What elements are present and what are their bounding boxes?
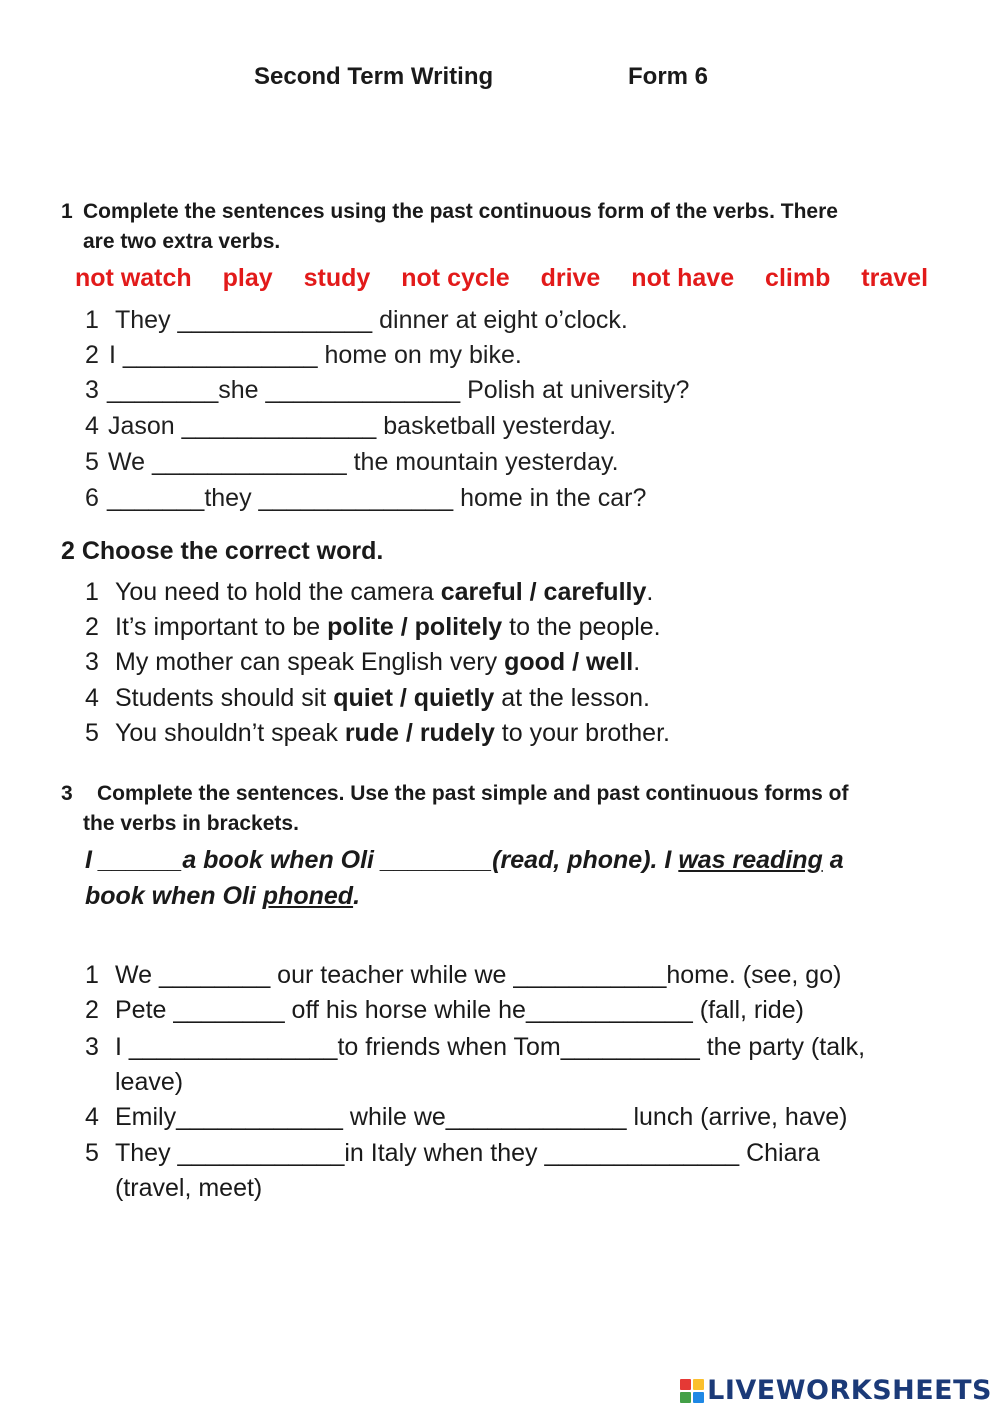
section1-number: 1 bbox=[61, 200, 73, 223]
item-text: I ______________ home on my bike. bbox=[109, 341, 522, 369]
item-text: to the people. bbox=[502, 613, 661, 641]
section2-item bbox=[85, 578, 965, 610]
word-choice: rude / rudely bbox=[344, 719, 495, 747]
example-line2 bbox=[85, 882, 360, 911]
example-line1 bbox=[85, 846, 844, 875]
item-text: They ____________in Italy when they ______________ Chiara bbox=[115, 1139, 820, 1167]
section3-item bbox=[85, 1103, 965, 1135]
item-number: 6 bbox=[85, 484, 99, 512]
logo-text: LIVEWORKSHEETS bbox=[707, 1375, 992, 1406]
word-bank-item: study bbox=[303, 264, 371, 292]
word-bank-item: not cycle bbox=[401, 264, 510, 292]
section3-instruction-line2: the verbs in brackets. bbox=[83, 812, 299, 835]
item-number: 2 bbox=[85, 341, 99, 369]
word-bank-item: not have bbox=[631, 264, 735, 292]
item-number: 3 bbox=[85, 1033, 99, 1061]
example-answer: was reading bbox=[678, 846, 823, 874]
section3-item bbox=[85, 961, 965, 993]
word-choice: quiet / quietly bbox=[333, 684, 495, 712]
item-text: Emily____________ while we_____________ lunch (arrive, have) bbox=[115, 1103, 848, 1131]
word-bank bbox=[75, 264, 928, 293]
section1-instruction-line2: are two extra verbs. bbox=[83, 230, 281, 253]
item-text: at the lesson. bbox=[494, 684, 650, 712]
section3-item bbox=[85, 1033, 965, 1103]
item-text: . bbox=[633, 648, 641, 676]
example-answer: phoned bbox=[262, 882, 354, 910]
item-text: I _______________to friends when Tom__________ the party (talk, bbox=[115, 1033, 866, 1061]
item-text: We ________ our teacher while we ___________home. (see, go) bbox=[115, 961, 842, 989]
section1-instruction bbox=[61, 200, 961, 260]
item-number: 3 bbox=[85, 648, 99, 676]
item-text: to your brother. bbox=[494, 719, 670, 747]
item-text: Students should sit bbox=[115, 684, 334, 712]
example-text: book when Oli bbox=[85, 882, 263, 910]
item-number: 1 bbox=[85, 306, 99, 334]
section2-title: 2 Choose the correct word. bbox=[61, 537, 384, 565]
section2-item bbox=[85, 648, 965, 680]
example-text: I ______a book when Oli ________(read, phone). I bbox=[85, 846, 679, 874]
item-number: 5 bbox=[85, 719, 99, 747]
item-text-continued: (travel, meet) bbox=[115, 1174, 263, 1202]
logo-square bbox=[680, 1392, 691, 1403]
section3-number: 3 bbox=[61, 782, 73, 805]
example-text: . bbox=[353, 882, 361, 910]
section1-item bbox=[85, 484, 646, 513]
item-number: 5 bbox=[85, 448, 99, 476]
word-choice: careful / carefully bbox=[440, 578, 647, 606]
word-bank-item: climb bbox=[765, 264, 831, 292]
section1-item bbox=[85, 306, 628, 335]
section1-item bbox=[85, 448, 619, 477]
section2-item bbox=[85, 719, 965, 751]
word-bank-item: not watch bbox=[75, 264, 192, 292]
item-text: My mother can speak English very bbox=[115, 648, 505, 676]
section3-instruction-line1: Complete the sentences. Use the past simple and past continuous forms of bbox=[97, 782, 849, 805]
item-text-continued: leave) bbox=[115, 1068, 184, 1096]
item-text: Pete ________ off his horse while he____________ (fall, ride) bbox=[115, 996, 804, 1024]
item-text: We ______________ the mountain yesterday. bbox=[108, 448, 619, 476]
section2-item bbox=[85, 613, 965, 645]
section1-item bbox=[85, 341, 522, 370]
section1-item bbox=[85, 376, 689, 405]
word-bank-item: drive bbox=[540, 264, 601, 292]
logo-square bbox=[693, 1379, 704, 1390]
word-bank-item: play bbox=[222, 264, 273, 292]
item-number: 1 bbox=[85, 961, 99, 989]
item-text: You shouldn’t speak bbox=[115, 719, 345, 747]
example-text: a bbox=[822, 846, 844, 874]
item-number: 3 bbox=[85, 376, 99, 404]
liveworksheets-logo bbox=[680, 1375, 992, 1406]
item-number: 4 bbox=[85, 1103, 99, 1131]
item-text: It’s important to be bbox=[115, 613, 328, 641]
logo-mark-icon bbox=[680, 1379, 704, 1403]
item-text: You need to hold the camera bbox=[115, 578, 441, 606]
section3-instruction bbox=[61, 782, 961, 842]
item-number: 4 bbox=[85, 684, 99, 712]
item-text: ________she ______________ Polish at university? bbox=[107, 376, 690, 404]
item-text: They ______________ dinner at eight o’clock. bbox=[115, 306, 628, 334]
item-text: Jason ______________ basketball yesterday. bbox=[108, 412, 617, 440]
logo-square bbox=[680, 1379, 691, 1390]
word-choice: good / well bbox=[504, 648, 634, 676]
item-number: 2 bbox=[85, 613, 99, 641]
item-text: . bbox=[646, 578, 654, 606]
item-number: 2 bbox=[85, 996, 99, 1024]
form-label: Form 6 bbox=[628, 63, 709, 90]
item-number: 4 bbox=[85, 412, 99, 440]
word-choice: polite / politely bbox=[327, 613, 503, 641]
section3-item bbox=[85, 1139, 965, 1209]
item-text: _______they ______________ home in the car? bbox=[107, 484, 647, 512]
word-bank-item: travel bbox=[861, 264, 929, 292]
logo-square bbox=[693, 1392, 704, 1403]
worksheet-title: Second Term Writing bbox=[254, 63, 494, 90]
section3-item bbox=[85, 996, 965, 1028]
section1-instruction-line1: Complete the sentences using the past continuous form of the verbs. There bbox=[83, 200, 838, 223]
item-number: 5 bbox=[85, 1139, 99, 1167]
section1-item bbox=[85, 412, 616, 441]
item-number: 1 bbox=[85, 578, 99, 606]
section2-item bbox=[85, 684, 965, 716]
